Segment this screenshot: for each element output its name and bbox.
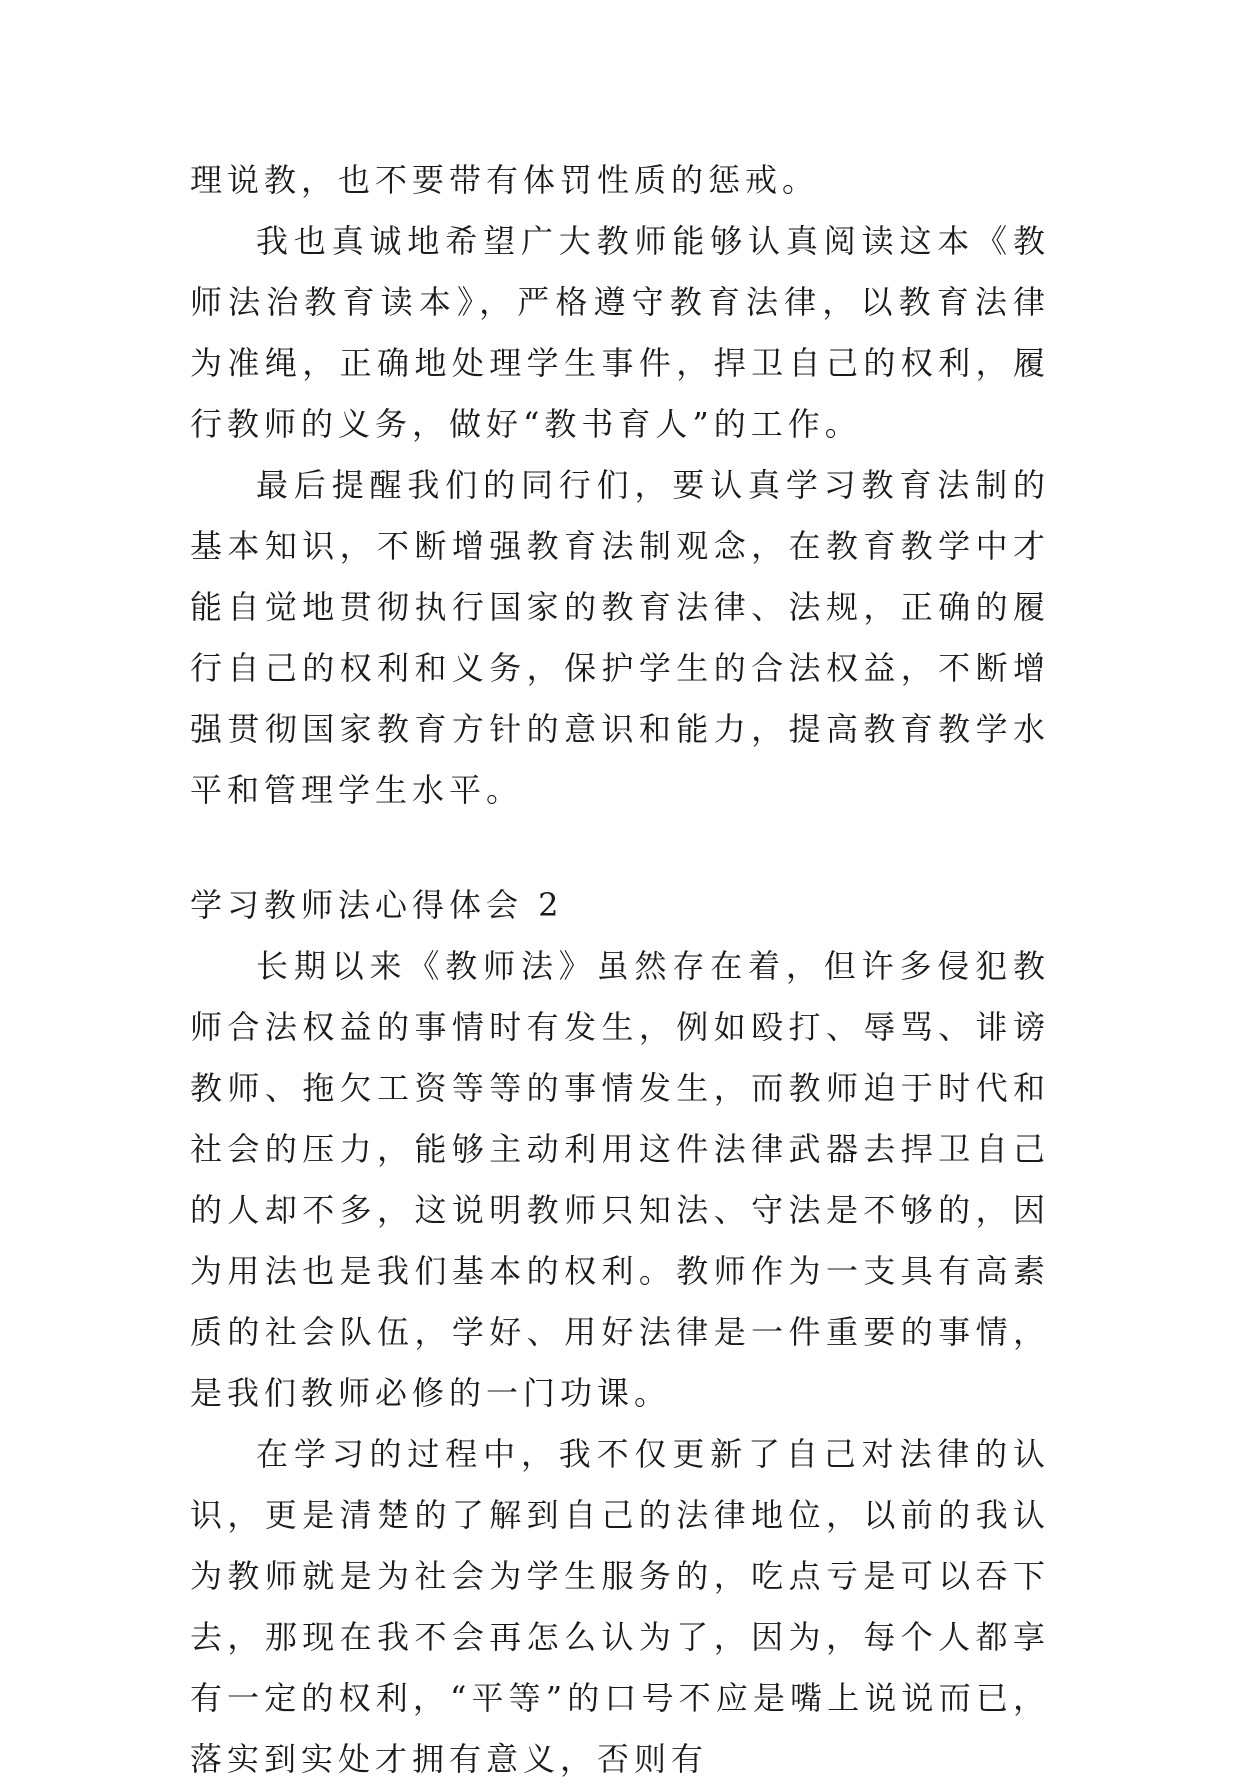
paragraph-3: 最后提醒我们的同行们，要认真学习教育法制的基本知识，不断增强教育法制观念，在教育教学中才能自觉地贯彻执行国家的教育法律、法规，正确的履行自己的权利和义务，保护学生的合法权益，不断增强贯彻国家教育方针的意识和能力，提高教育教学水平和管理学生水平。 xyxy=(190,466,1050,809)
paragraph-1: 理说教，也不要带有体罚性质的惩戒。 xyxy=(190,161,820,199)
paragraph-2: 我也真诚地希望广大教师能够认真阅读这本《教师法治教育读本》，严格遵守教育法律，以教育法律为准绳，正确地处理学生事件，捍卫自己的权利，履行教师的义务，做好“教书育人”的工作。 xyxy=(190,222,1050,443)
section-heading: 学习教师法心得体会 2 xyxy=(190,886,564,924)
document-page xyxy=(190,150,1050,1790)
paragraph-5: 在学习的过程中，我不仅更新了自己对法律的认识，更是清楚的了解到自己的法律地位，以前的我认为教师就是为社会为学生服务的，吃点亏是可以吞下去，那现在我不会再怎么认为了，因为，每个人都享有一定的权利，“平等”的口号不应是嘴上说说而已，落实到实处才拥有意义，否则有 xyxy=(190,1435,1050,1778)
paragraph-4: 长期以来《教师法》虽然存在着，但许多侵犯教师合法权益的事情时有发生，例如殴打、辱骂、诽谤教师、拖欠工资等等的事情发生，而教师迫于时代和社会的压力，能够主动利用这件法律武器去捍卫自己的人却不多，这说明教师只知法、守法是不够的，因为用法也是我们基本的权利。教师作为一支具有高素质的社会队伍，学好、用好法律是一件重要的事情，是我们教师必修的一门功课。 xyxy=(190,947,1050,1412)
